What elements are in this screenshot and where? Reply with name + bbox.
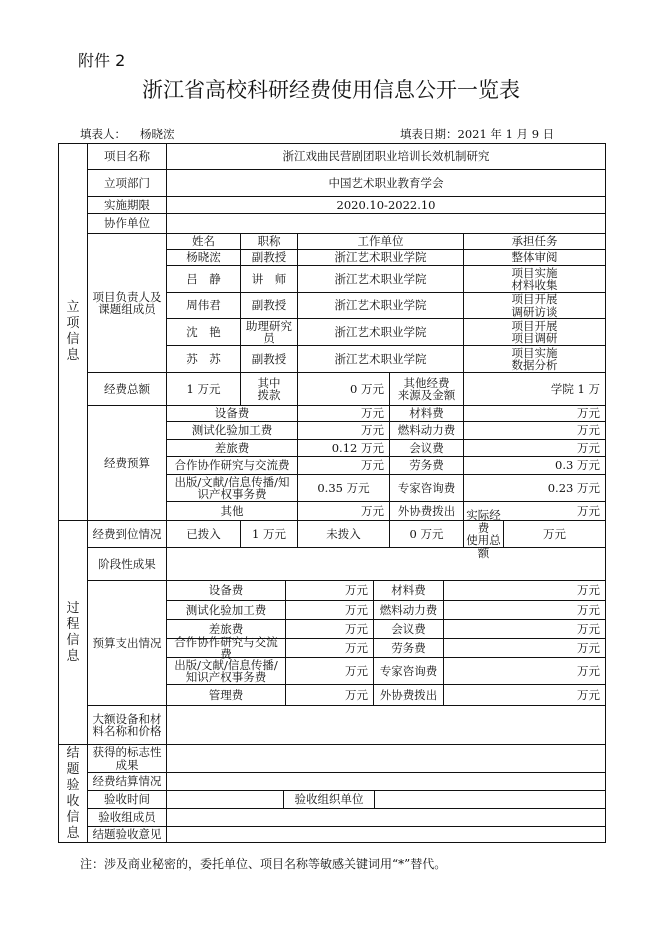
team-header: 职称 bbox=[240, 233, 298, 250]
acceptance-opinion-label: 结题验收意见 bbox=[87, 826, 167, 843]
actual-value: 万元 bbox=[503, 520, 606, 548]
large-equipment-label: 大额设备和材料名称和价格 bbox=[87, 705, 167, 745]
acceptance-org-label: 验收组织单位 bbox=[283, 790, 375, 809]
member-task: 整体审阅 bbox=[463, 249, 606, 266]
budget-item-label: 合作协作研究与交流费 bbox=[166, 456, 298, 475]
dept-label: 立项部门 bbox=[87, 169, 167, 197]
budget-item-label: 会议费 bbox=[389, 439, 464, 457]
fill-date: 填表日期：2021 年 1 月 9 日 bbox=[400, 127, 555, 141]
member-task: 项目开展 调研访谈 bbox=[463, 292, 606, 319]
section-project-info: 立项信息 bbox=[58, 143, 88, 521]
spend-item-label: 合作协作研究与交流费 bbox=[166, 638, 286, 658]
pending-value: 0 万元 bbox=[389, 520, 464, 548]
member-title: 讲 师 bbox=[240, 265, 298, 293]
stage-label: 阶段性成果 bbox=[87, 547, 167, 581]
actual-label: 实际经费 使用总额 bbox=[463, 520, 504, 548]
acceptance-opinion-value bbox=[166, 826, 606, 843]
budget-item-value: 万元 bbox=[463, 405, 606, 422]
funding-total-label: 经费总额 bbox=[87, 372, 167, 406]
acceptance-time-label: 验收时间 bbox=[87, 790, 167, 809]
spend-item-value: 万元 bbox=[285, 684, 374, 706]
stage-value bbox=[166, 547, 606, 581]
member-name: 沈 艳 bbox=[166, 318, 241, 346]
member-unit: 浙江艺术职业学院 bbox=[297, 265, 464, 293]
spend-item-label: 管理费 bbox=[166, 684, 286, 706]
acceptance-members-label: 验收组成员 bbox=[87, 808, 167, 827]
filler-name: 杨晓浤 bbox=[140, 127, 175, 141]
spend-item-label: 专家咨询费 bbox=[373, 657, 444, 685]
project-name: 浙江戏曲民营剧团职业培训长效机制研究 bbox=[166, 143, 606, 170]
spend-item-label: 出版/文献/信息传播/ 知识产权事务费 bbox=[166, 657, 286, 685]
budget-item-value: 万元 bbox=[463, 421, 606, 440]
section-closing-info: 结题验收信息 bbox=[58, 744, 88, 843]
attachment-label: 附件 2 bbox=[78, 51, 126, 70]
member-name: 吕 静 bbox=[166, 265, 241, 293]
budget-item-value: 0.3 万元 bbox=[463, 456, 606, 475]
filler-label: 填表人： bbox=[80, 127, 126, 141]
pending-label: 未拨入 bbox=[297, 520, 390, 548]
funding-total: 1 万元 bbox=[166, 372, 241, 406]
allocated-label: 其中 拨款 bbox=[240, 372, 298, 406]
footnote: 注：涉及商业秘密的，委托单位、项目名称等敏感关键词用“*”替代。 bbox=[80, 857, 447, 871]
spend-item-value: 万元 bbox=[285, 600, 374, 620]
budget-item-label: 测试化验加工费 bbox=[166, 421, 298, 440]
achievement-label: 获得的标志性成果 bbox=[87, 744, 167, 773]
spend-item-label: 会议费 bbox=[373, 619, 444, 639]
budget-item-label: 其他 bbox=[166, 501, 298, 521]
period-value: 2020.10-2022.10 bbox=[166, 196, 606, 214]
member-name: 杨晓浤 bbox=[166, 249, 241, 266]
collab-value bbox=[166, 213, 606, 234]
filler bbox=[80, 126, 175, 142]
collab-label: 协作单位 bbox=[87, 213, 167, 234]
spend-item-value: 万元 bbox=[443, 638, 606, 658]
budget-item-label: 专家咨询费 bbox=[389, 474, 464, 502]
acceptance-members-value bbox=[166, 808, 606, 827]
project-name-label: 项目名称 bbox=[87, 143, 167, 170]
section-process-info: 过程信息 bbox=[58, 520, 88, 745]
spend-item-label: 外协费拨出 bbox=[373, 684, 444, 706]
spend-item-value: 万元 bbox=[443, 600, 606, 620]
member-unit: 浙江艺术职业学院 bbox=[297, 345, 464, 373]
spend-item-label: 测试化验加工费 bbox=[166, 600, 286, 620]
budget-item-value: 万元 bbox=[297, 501, 390, 521]
budget-item-value: 万元 bbox=[297, 456, 390, 475]
spend-item-value: 万元 bbox=[285, 638, 374, 658]
budget-item-label: 出版/文献/信息传播/知识产权事务费 bbox=[166, 474, 298, 502]
settlement-label: 经费结算情况 bbox=[87, 772, 167, 791]
member-title: 助理研究 员 bbox=[240, 318, 298, 346]
spend-item-label: 材料费 bbox=[373, 580, 444, 601]
member-unit: 浙江艺术职业学院 bbox=[297, 318, 464, 346]
team-header: 承担任务 bbox=[463, 233, 606, 250]
budget-item-label: 燃料动力费 bbox=[389, 421, 464, 440]
budget-item-label: 材料费 bbox=[389, 405, 464, 422]
settlement-value bbox=[166, 772, 606, 791]
team-header: 工作单位 bbox=[297, 233, 464, 250]
member-name: 周伟君 bbox=[166, 292, 241, 319]
budget-item-value: 万元 bbox=[463, 501, 606, 521]
acceptance-time-value bbox=[166, 790, 284, 809]
member-name: 苏 苏 bbox=[166, 345, 241, 373]
large-equipment-value bbox=[166, 705, 606, 745]
budget-label: 经费预算 bbox=[87, 405, 167, 521]
spend-label: 预算支出情况 bbox=[87, 580, 167, 706]
member-title: 副教授 bbox=[240, 249, 298, 266]
other-funding-value: 学院 1 万 bbox=[463, 372, 606, 406]
member-task: 项目实施 材料收集 bbox=[463, 265, 606, 293]
member-title: 副教授 bbox=[240, 345, 298, 373]
budget-item-value: 0.35 万元 bbox=[297, 474, 390, 502]
budget-item-label: 劳务费 bbox=[389, 456, 464, 475]
team-header: 姓名 bbox=[166, 233, 241, 250]
spend-item-value: 万元 bbox=[443, 619, 606, 639]
spend-item-value: 万元 bbox=[443, 684, 606, 706]
received-label: 已拨入 bbox=[166, 520, 241, 548]
dept-value: 中国艺术职业教育学会 bbox=[166, 169, 606, 197]
acceptance-org-value bbox=[374, 790, 606, 809]
budget-item-value: 万元 bbox=[297, 421, 390, 440]
allocated-value: 0 万元 bbox=[297, 372, 390, 406]
budget-item-label: 外协费拨出 bbox=[389, 501, 464, 521]
member-task: 项目实施 数据分析 bbox=[463, 345, 606, 373]
member-unit: 浙江艺术职业学院 bbox=[297, 292, 464, 319]
member-title: 副教授 bbox=[240, 292, 298, 319]
received-value: 1 万元 bbox=[240, 520, 298, 548]
spend-item-label: 设备费 bbox=[166, 580, 286, 601]
member-task: 项目开展 项目调研 bbox=[463, 318, 606, 346]
achievement-value bbox=[166, 744, 606, 773]
spend-item-value: 万元 bbox=[443, 657, 606, 685]
period-label: 实施期限 bbox=[87, 196, 167, 214]
budget-item-value: 万元 bbox=[297, 405, 390, 422]
budget-item-value: 万元 bbox=[463, 439, 606, 457]
spend-item-value: 万元 bbox=[285, 619, 374, 639]
spend-item-value: 万元 bbox=[443, 580, 606, 601]
team-label: 项目负责人及课题组成员 bbox=[87, 233, 167, 373]
spend-item-label: 燃料动力费 bbox=[373, 600, 444, 620]
page-title: 浙江省高校科研经费使用信息公开一览表 bbox=[142, 78, 520, 102]
spend-item-label: 差旅费 bbox=[166, 619, 286, 639]
spend-item-label: 劳务费 bbox=[373, 638, 444, 658]
arrival-label: 经费到位情况 bbox=[87, 520, 167, 548]
spend-item-value: 万元 bbox=[285, 580, 374, 601]
budget-item-label: 设备费 bbox=[166, 405, 298, 422]
budget-item-value: 0.12 万元 bbox=[297, 439, 390, 457]
member-unit: 浙江艺术职业学院 bbox=[297, 249, 464, 266]
budget-item-label: 差旅费 bbox=[166, 439, 298, 457]
spend-item-value: 万元 bbox=[285, 657, 374, 685]
budget-item-value: 0.23 万元 bbox=[463, 474, 606, 502]
other-funding-label: 其他经费 来源及金额 bbox=[389, 372, 464, 406]
